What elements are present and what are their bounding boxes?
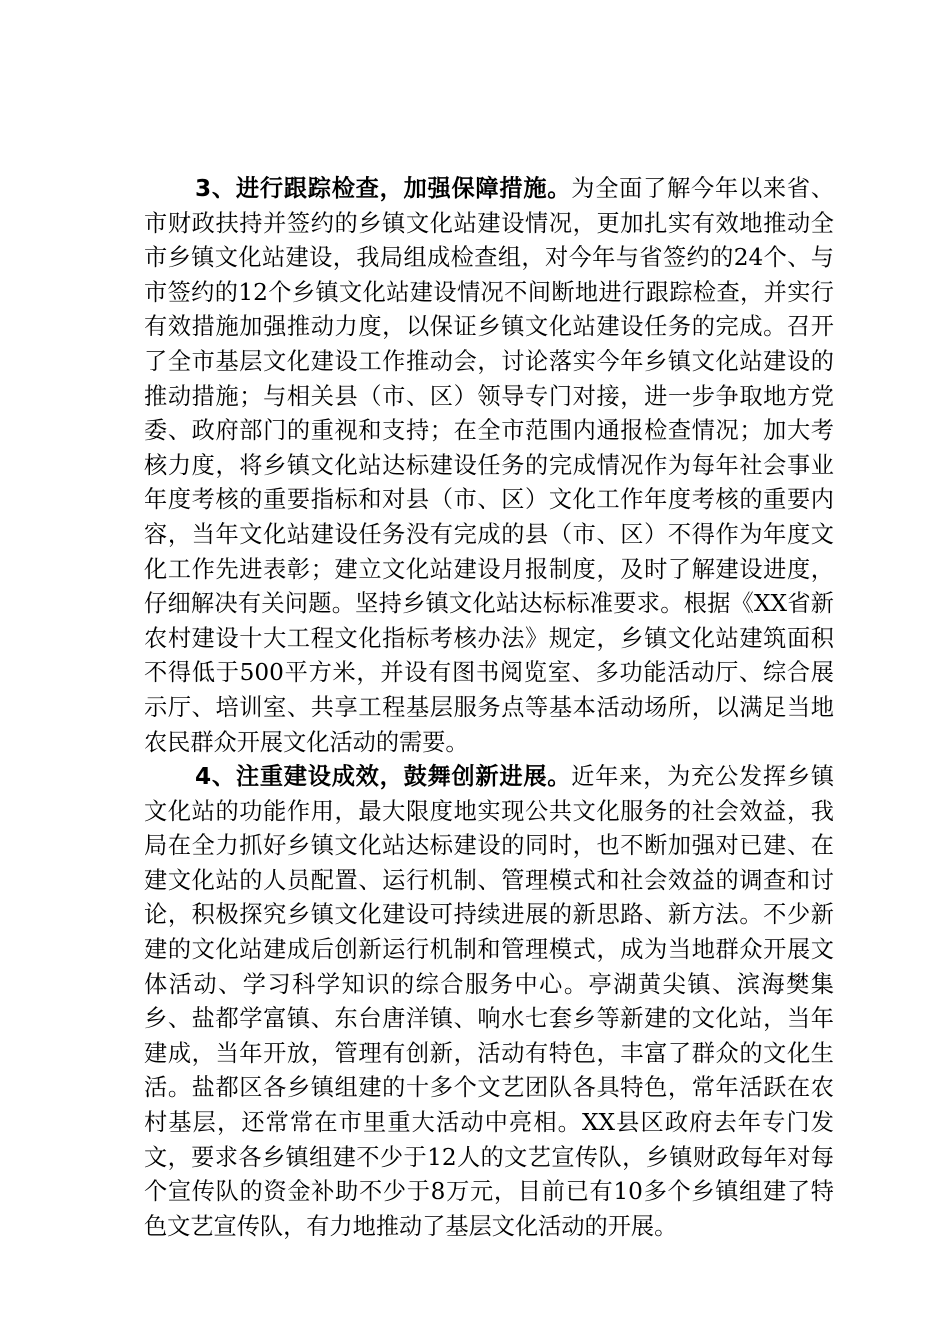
paragraph-3 <box>144 172 834 760</box>
paragraph-4-body: 近年来，为充公发挥乡镇文化站的功能作用，最大限度地实现公共文化服务的社会效益，我局在全力抓好乡镇文化站达标建设的同时，也不断加强对已建、在建文化站的人员配置、运行机制、管理模式和社会效益的调查和讨论，积极探究乡镇文化建设可持续进展的新思路、新方法。不少新建的文化站建成后创新运行机制和管理模式，成为当地群众开展文体活动、学习科学知识的综合服务中心。亭湖黄尖镇、滨海樊集乡、盐都学富镇、东台唐洋镇、响水七套乡等新建的文化站，当年建成，当年开放，管理有创新，活动有特色，丰富了群众的文化生活。盐都区各乡镇组建的十多个文艺团队各具特色，常年活跃在农村基层，还常常在市里重大活动中亮相。XX县区政府去年专门发文，要求各乡镇组建不少于12人的文艺宣传队，乡镇财政每年对每个宣传队的资金补助不少于8万元，目前已有10多个乡镇组建了特色文艺宣传队，有力地推动了基层文化活动的开展。 <box>144 763 835 1240</box>
paragraph-3-body: 为全面了解今年以来省、市财政扶持并签约的乡镇文化站建设情况，更加扎实有效地推动全市乡镇文化站建设，我局组成检查组，对今年与省签约的24个、与市签约的12个乡镇文化站建设情况不间断地进行跟踪检查，并实行有效措施加强推动力度，以保证乡镇文化站建设任务的完成。召开了全市基层文化建设工作推动会，讨论落实今年乡镇文化站建设的推动措施；与相关县（市、区）领导专门对接，进一步争取地方党委、政府部门的重视和支持；在全市范围内通报检查情况；加大考核力度，将乡镇文化站达标建设任务的完成情况作为每年社会事业年度考核的重要指标和对县（市、区）文化工作年度考核的重要内容，当年文化站建设任务没有完成的县（市、区）不得作为年度文化工作先进表彰；建立文化站建设月报制度，及时了解建设进度，仔细解决有关问题。坚持乡镇文化站达标标准要求。根据《XX省新农村建设十大工程文化指标考核办法》规定，乡镇文化站建筑面积不得低于500平方米，并设有图书阅览室、多功能活动厅、综合展示厅、培训室、共享工程基层服务点等基本活动场所，以满足当地农民群众开展文化活动的需要。 <box>144 175 835 756</box>
paragraph-4 <box>144 760 834 1244</box>
paragraph-4-heading: 4、注重建设成效，鼓舞创新进展。 <box>195 763 572 791</box>
document-page <box>144 172 834 1244</box>
paragraph-3-heading: 3、进行跟踪检查，加强保障措施。 <box>195 175 572 202</box>
